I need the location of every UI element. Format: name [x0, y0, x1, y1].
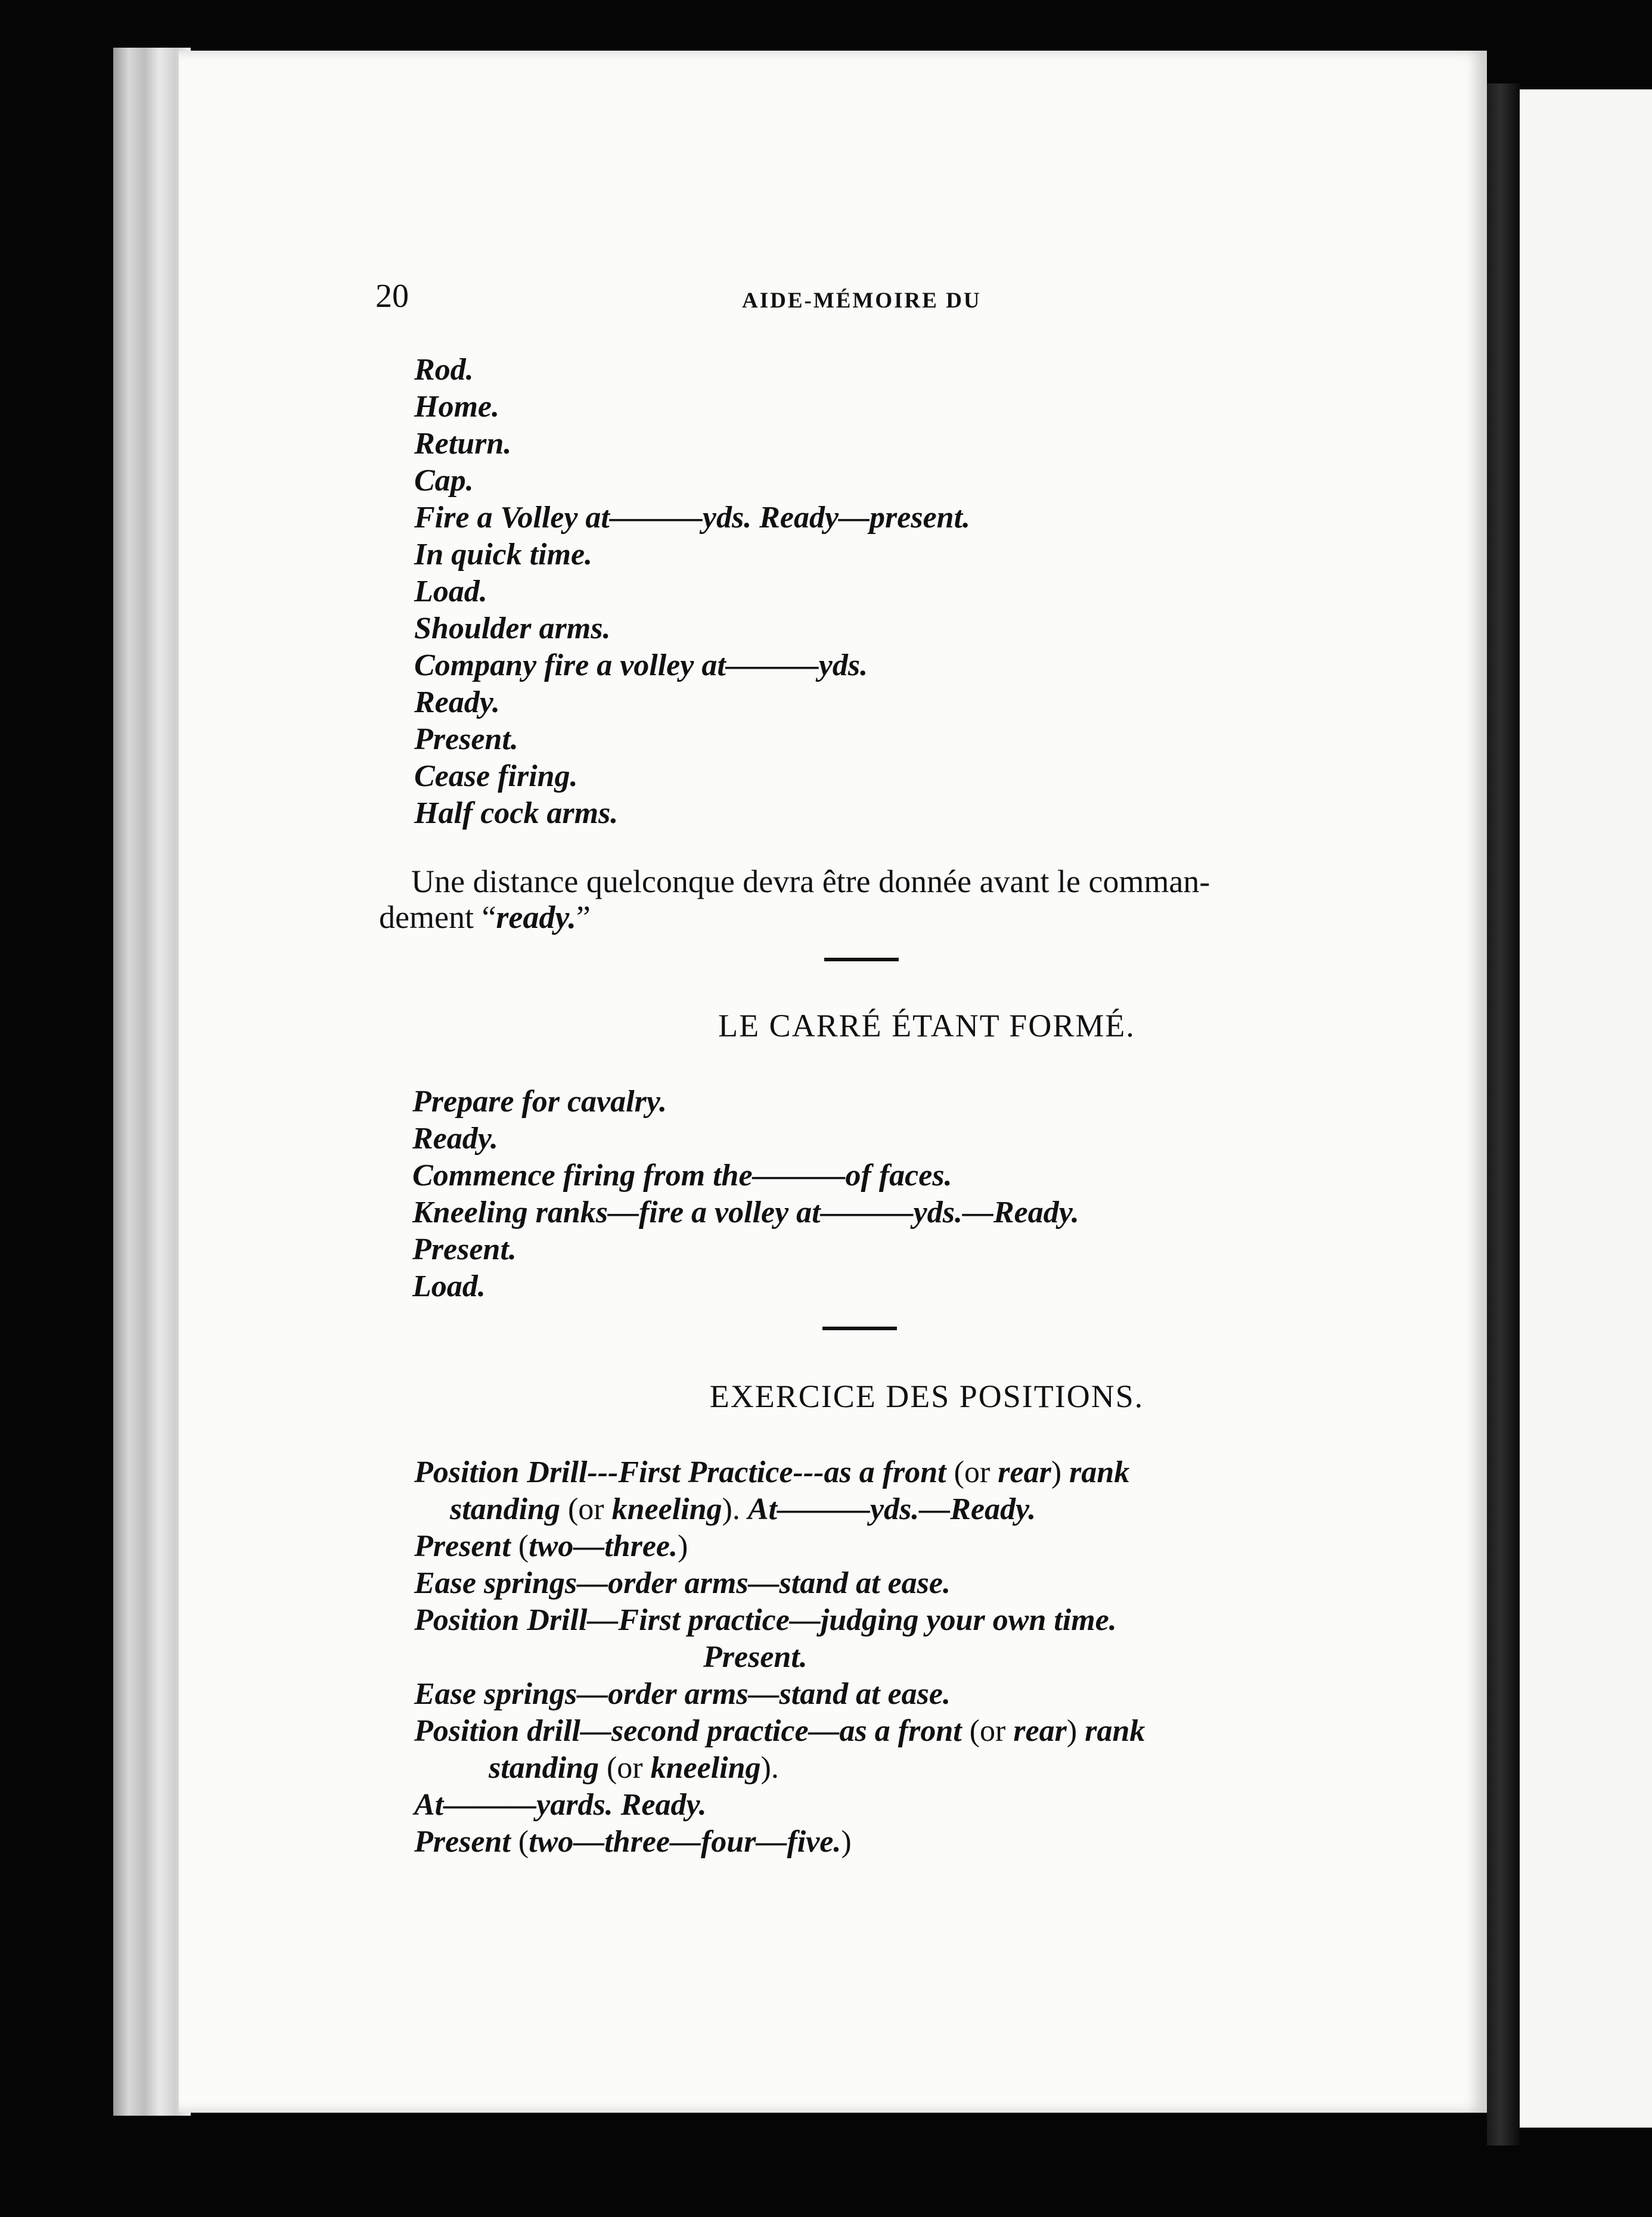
- command-line: [414, 1713, 1145, 1750]
- command-text: Present: [414, 1825, 518, 1859]
- command-line: Present.: [414, 722, 518, 756]
- note-line-1: Une distance quelconque devra être donnée avant le comman-: [411, 864, 1210, 899]
- command-line: At———yards. Ready.: [414, 1788, 707, 1822]
- command-line: Load.: [412, 1269, 486, 1303]
- parenthetical-text: (: [518, 1529, 529, 1563]
- command-line: [414, 1528, 688, 1565]
- parenthetical-text: (or: [606, 1751, 651, 1785]
- command-line: [489, 1750, 779, 1787]
- facing-page-edge: [1520, 89, 1652, 2128]
- command-line: Ready.: [414, 685, 500, 719]
- section-heading-square: LE CARRÉ ÉTANT FORMÉ.: [718, 1008, 1135, 1044]
- command-text: two—three—four—five.: [529, 1825, 841, 1859]
- command-line: Ready.: [412, 1122, 498, 1156]
- command-line: Home.: [414, 390, 499, 424]
- page-number: 20: [375, 278, 409, 315]
- parenthetical-text: (or: [567, 1492, 612, 1526]
- command-line: Rod.: [414, 353, 474, 387]
- note-italic-word: ready.: [496, 899, 576, 935]
- command-line: Fire a Volley at———yds. Ready—present.: [414, 501, 971, 535]
- command-line: Present.: [412, 1232, 517, 1266]
- command-text: rank: [1069, 1455, 1130, 1489]
- command-line: Company fire a volley at———yds.: [414, 648, 868, 682]
- command-line: Kneeling ranks—fire a volley at———yds.—Ready.: [412, 1196, 1079, 1229]
- running-head: AIDE-MÉMOIRE DU: [742, 288, 982, 313]
- note-line-2: [379, 899, 591, 936]
- note-text: dement “: [379, 899, 496, 935]
- parenthetical-text: ).: [722, 1492, 748, 1526]
- command-line: Commence firing from the———of faces.: [412, 1159, 952, 1193]
- command-line: Return.: [414, 427, 512, 461]
- command-line: [414, 1454, 1129, 1491]
- parenthetical-text: (or: [954, 1455, 998, 1489]
- command-line: [450, 1491, 1036, 1528]
- command-line: Ease springs—order arms—stand at ease.: [414, 1566, 951, 1600]
- command-line: Ease springs—order arms—stand at ease.: [414, 1677, 951, 1711]
- command-text: standing: [489, 1751, 607, 1785]
- command-line: Shoulder arms.: [414, 611, 611, 645]
- note-text: ”: [576, 899, 591, 935]
- book-page: [179, 51, 1487, 2113]
- command-text: rear: [1013, 1714, 1067, 1748]
- section-divider: [822, 1327, 897, 1330]
- command-text: kneeling: [611, 1492, 722, 1526]
- command-text: Position drill—second practice—as a front: [414, 1714, 970, 1748]
- parenthetical-text: (: [518, 1825, 529, 1859]
- command-text: two—three.: [529, 1529, 678, 1563]
- command-text: rank: [1085, 1714, 1145, 1748]
- parenthetical-text: (or: [969, 1714, 1014, 1748]
- section-divider: [824, 958, 899, 961]
- book-gutter: [1487, 83, 1520, 2145]
- command-line: Prepare for cavalry.: [412, 1085, 667, 1119]
- parenthetical-text: ): [678, 1529, 688, 1563]
- command-line: Cap.: [414, 464, 474, 498]
- command-line: Position Drill—First practice—judging your own time.: [414, 1603, 1117, 1637]
- command-text: kneeling: [650, 1751, 761, 1785]
- command-line: Present.: [703, 1640, 808, 1674]
- parenthetical-text: ): [1066, 1714, 1085, 1748]
- command-line: Load.: [414, 575, 487, 608]
- command-text: rear: [998, 1455, 1051, 1489]
- command-text: standing: [450, 1492, 568, 1526]
- parenthetical-text: ): [841, 1825, 852, 1859]
- section-heading-positions: EXERCICE DES POSITIONS.: [709, 1378, 1144, 1414]
- command-text: Present: [414, 1529, 518, 1563]
- parenthetical-text: ).: [760, 1751, 779, 1785]
- command-line: Half cock arms.: [414, 796, 619, 830]
- command-line: In quick time.: [414, 538, 593, 572]
- parenthetical-text: ): [1051, 1455, 1070, 1489]
- command-text: At———yds.—Ready.: [747, 1492, 1036, 1526]
- command-line: [414, 1824, 852, 1861]
- page-header: [375, 277, 1478, 325]
- command-text: Position Drill---First Practice---as a front: [414, 1455, 954, 1489]
- command-line: Cease firing.: [414, 759, 578, 793]
